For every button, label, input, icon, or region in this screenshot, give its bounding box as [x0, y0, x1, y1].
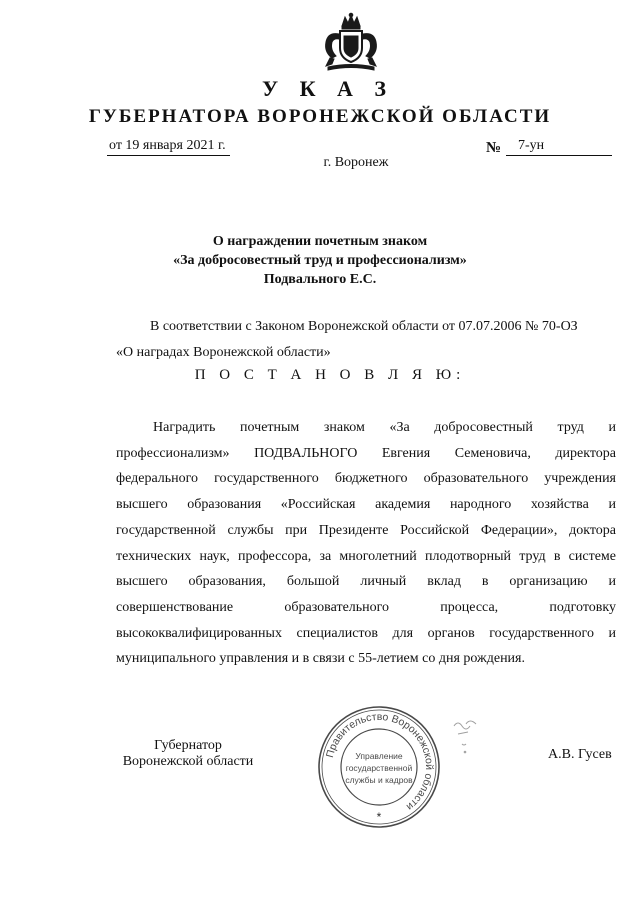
body-line: муниципального управления и в связи с 55-летием со дня рождения.: [116, 651, 525, 667]
document-number-field: [506, 138, 612, 156]
document-heading: [0, 232, 640, 289]
stamp-inner-line: службы и кадров: [345, 775, 413, 785]
decree-body: [116, 415, 616, 672]
decree-word: П О С Т А Н О В Л Я Ю:: [194, 367, 466, 383]
body-line: высококвалифицированных специалистов для органов государственного и: [116, 625, 616, 641]
number-label: №: [486, 140, 502, 156]
stamp-star: *: [376, 810, 382, 824]
body-line: высшего образования, большой личный вклад в организацию и: [116, 574, 616, 590]
signatory-position: [118, 738, 258, 770]
body-line: профессионализм» ПОДВАЛЬНОГО Евгения Семеновича, директора: [116, 445, 616, 461]
document-date: от 19 января 2021 г.: [107, 138, 230, 156]
preamble-line: «О наградах Воронежской области»: [116, 345, 331, 360]
position-line: Воронежской области: [122, 754, 254, 769]
body-line: государственной службы при Президенте Российской Федерации», доктора: [116, 522, 616, 538]
heading-line: «За добросовестный труд и профессионализм»: [173, 253, 467, 268]
coat-of-arms-icon: [318, 12, 384, 72]
heading-line: Подвального Е.С.: [263, 272, 377, 287]
document-type-title: У К А З: [261, 76, 395, 101]
position-line: Губернатор: [154, 738, 222, 753]
stamp-inner-line: государственной: [345, 763, 413, 773]
preamble-line: В соответствии с Законом Воронежской области от 07.07.2006 № 70-ОЗ: [150, 319, 578, 334]
body-line: технических наук, профессора, за многолетний плодотворный труд в системе: [116, 548, 616, 564]
issuer-title: ГУБЕРНАТОРА ВОРОНЕЖСКОЙ ОБЛАСТИ: [88, 106, 552, 127]
body-line: Наградить почетным знаком «За добросовестный труд и: [153, 420, 616, 435]
city-line: г. Воронеж: [323, 155, 389, 170]
signatory-name: А.В. Гусев: [548, 747, 612, 762]
signature-mark-icon: [448, 716, 488, 756]
body-line: высшего образования «Российская академия народного хозяйства и: [116, 497, 616, 513]
stamp-inner-line: Управление: [355, 751, 403, 761]
official-stamp: [314, 702, 444, 832]
body-line: федерального государственного бюджетного образовательного учреждения: [116, 471, 616, 487]
heading-line: О награждении почетным знаком: [212, 234, 428, 249]
stamp-outer-text: Правительство Воронежской области: [323, 710, 436, 813]
document-number: 7-ун: [518, 138, 545, 153]
body-line: совершенствование образовательного процесса, подготовку: [116, 599, 616, 615]
